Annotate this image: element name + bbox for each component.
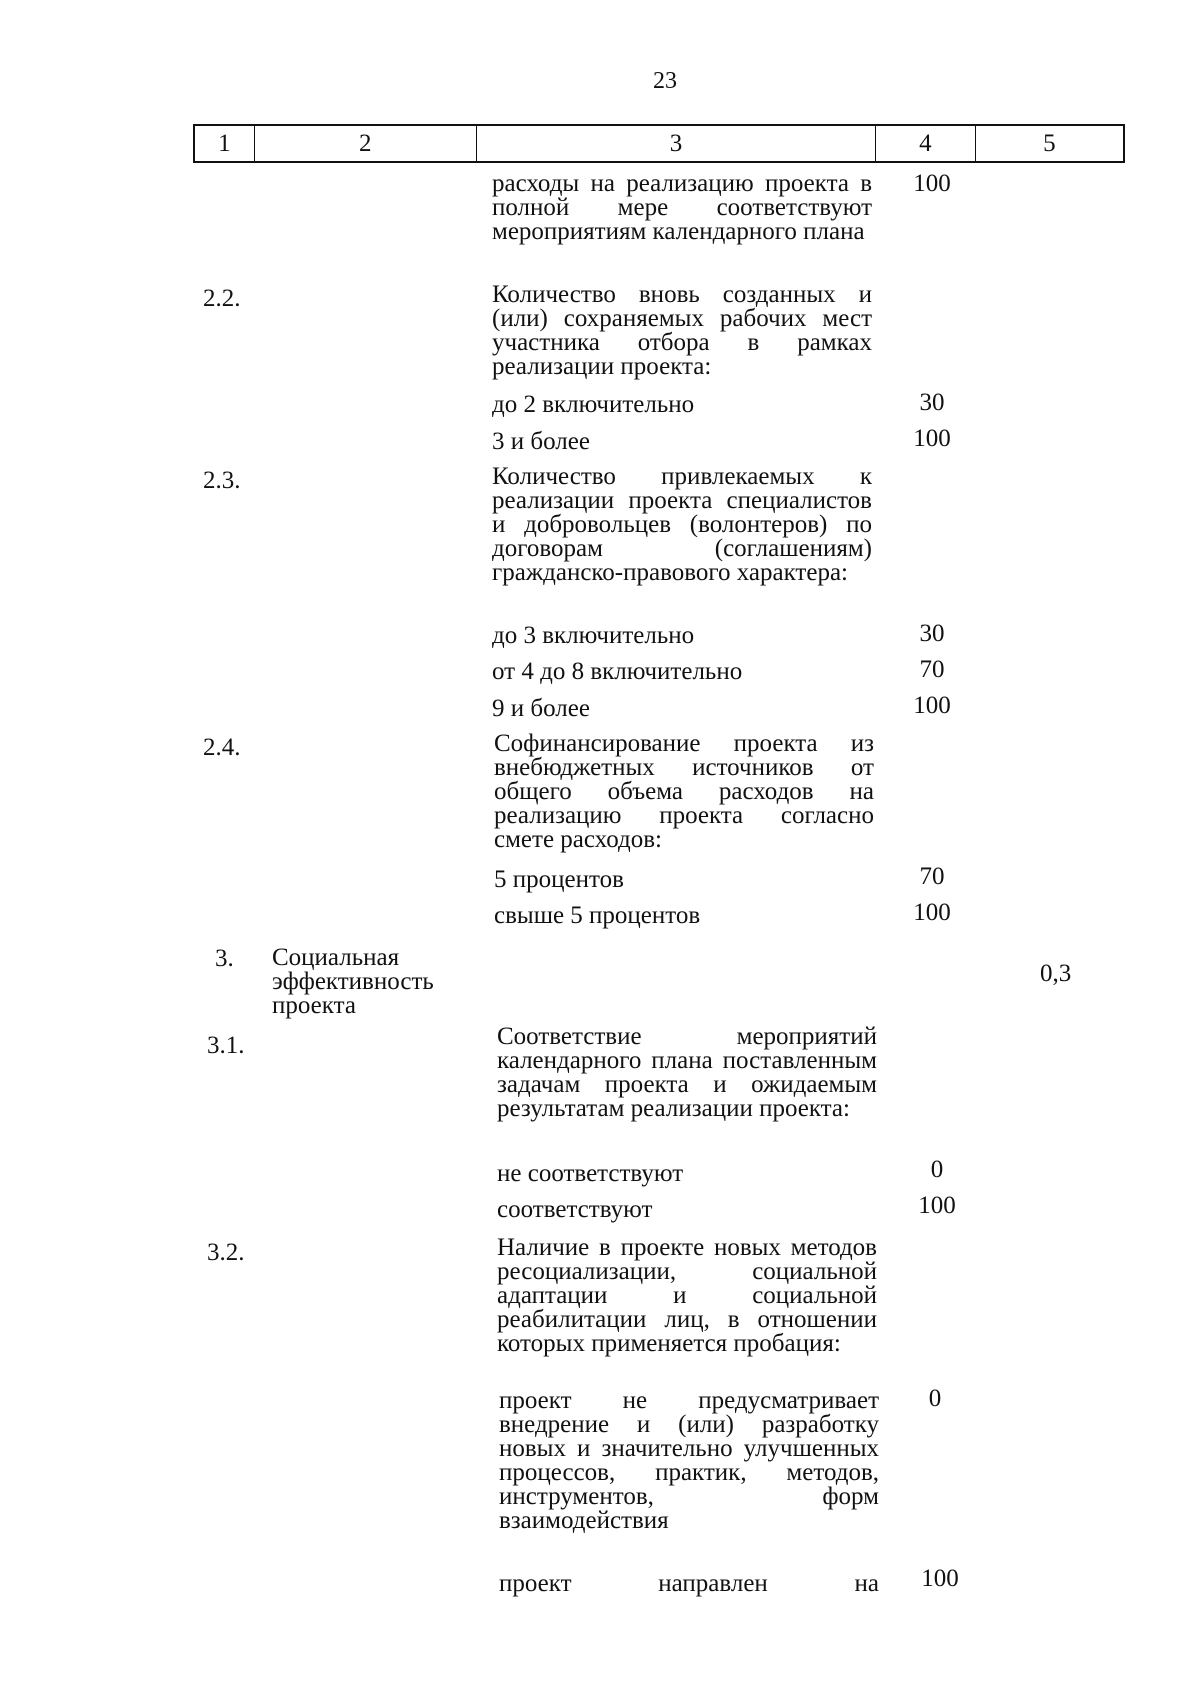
criterion-option: 5 процентов bbox=[494, 866, 624, 893]
item-number: 2.2. bbox=[203, 285, 241, 312]
criterion-option: проект не предусматривает внедрение и (или) разработку новых и значительно улучшенных процессов, практик, методов, инструментов, форм взаимодействия bbox=[499, 1387, 879, 1534]
score-value: 70 bbox=[919, 863, 945, 890]
criterion-text: расходы на реализацию проекта в полной мере соответствуют мероприятиям календарного плана bbox=[492, 170, 872, 245]
score-value: 30 bbox=[919, 389, 945, 416]
criterion-option: от 4 до 8 включительно bbox=[492, 658, 743, 685]
score-value: 100 bbox=[918, 1192, 956, 1219]
score-value: 100 bbox=[913, 692, 951, 719]
criterion-text: Соответствие мероприятий календарного плана поставленным задачам проекта и ожидаемым результатам реализации проекта: bbox=[497, 1023, 877, 1122]
criterion-option: 3 и более bbox=[492, 428, 590, 455]
section-weight: 0,3 bbox=[1040, 960, 1072, 987]
criterion-text: Софинансирование проекта из внебюджетных источников от общего объема расходов на реализацию проекта согласно смете расходов: bbox=[494, 730, 874, 853]
item-number: 3.1. bbox=[207, 1032, 245, 1059]
score-value: 100 bbox=[921, 1565, 959, 1592]
criterion-option: проект направлен на bbox=[499, 1570, 879, 1597]
score-value: 100 bbox=[913, 170, 951, 197]
score-value: 100 bbox=[913, 899, 951, 926]
criterion-option: до 3 включительно bbox=[492, 622, 695, 649]
criterion-option: не соответствуют bbox=[497, 1160, 684, 1187]
header-col-1: 1 bbox=[195, 126, 255, 161]
score-value: 100 bbox=[913, 425, 951, 452]
criterion-option: 9 и более bbox=[492, 695, 590, 722]
criterion-option: до 2 включительно bbox=[492, 391, 695, 418]
criterion-option: свыше 5 процентов bbox=[494, 902, 701, 929]
score-value: 0 bbox=[928, 1385, 942, 1412]
item-number: 2.3. bbox=[203, 467, 241, 494]
item-number: 3.2. bbox=[207, 1239, 245, 1266]
header-col-3: 3 bbox=[477, 126, 876, 161]
score-value: 70 bbox=[919, 656, 945, 683]
header-col-2: 2 bbox=[255, 126, 477, 161]
score-value: 30 bbox=[919, 620, 945, 647]
header-col-5: 5 bbox=[1043, 129, 1056, 157]
criterion-text: Количество вновь созданных и (или) сохраняемых рабочих мест участника отбора в рамках реализации проекта: bbox=[492, 281, 872, 380]
criterion-text: Количество привлекаемых к реализации проекта специалистов и добровольцев (волонтеров) по договорам (соглашениям) гражданско-правового характера: bbox=[492, 463, 872, 586]
section-number: 3. bbox=[215, 945, 234, 972]
score-value: 0 bbox=[930, 1156, 944, 1183]
item-number: 2.4. bbox=[203, 734, 241, 761]
section-name: Социальная эффективность проекта bbox=[272, 944, 434, 1019]
page-number: 23 bbox=[653, 68, 677, 94]
criterion-text: Наличие в проекте новых методов ресоциализации, социальной адаптации и социальной реабилитации лиц, в отношении которых применяется пробация: bbox=[497, 1234, 877, 1357]
criterion-option: соответствуют bbox=[497, 1196, 653, 1223]
header-col-4: 4 bbox=[876, 126, 976, 161]
